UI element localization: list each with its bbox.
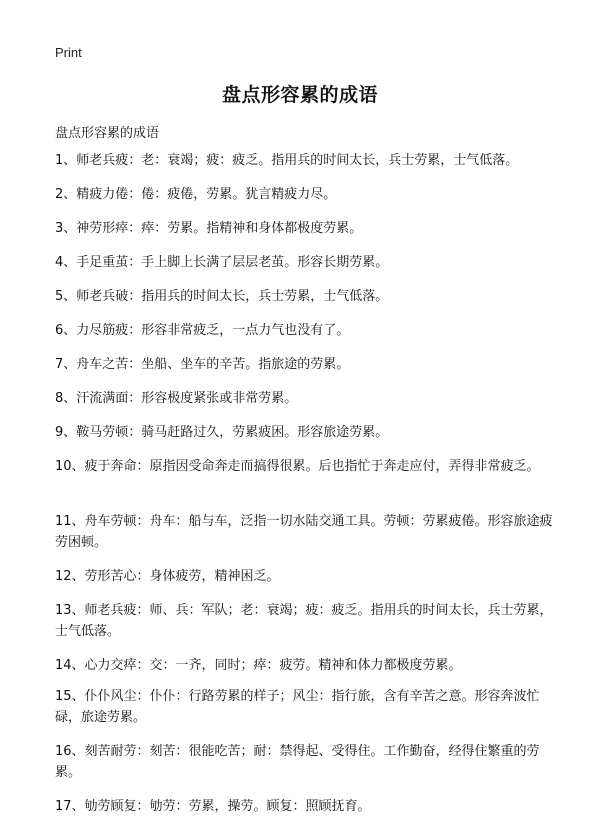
idiom-entry-2: 2、精疲力倦：倦：疲倦，劳累。犹言精疲力尽。 (55, 187, 337, 202)
document-subtitle: 盘点形容累的成语 (55, 126, 160, 141)
idiom-entry-16: 16、刻苦耐劳：刻苦：很能吃苦；耐：禁得起、受得住。工作勤奋，经得住繁重的劳累。 (55, 744, 540, 780)
idiom-entry-5: 5、师老兵破：指用兵的时间太长，兵士劳累，士气低落。 (55, 289, 389, 304)
idiom-entry-11: 11、舟车劳顿：舟车：船与车，泛指一切水陆交通工具。劳顿：劳累疲倦。形容旅途疲劳困顿。 (55, 514, 553, 550)
idiom-entry-8: 8、汗流满面：形容极度紧张或非常劳累。 (55, 391, 298, 406)
idiom-entry-7: 7、舟车之苦：坐船、坐车的辛苦。指旅途的劳累。 (55, 357, 350, 372)
idiom-entry-17: 17、劬劳顾复：劬劳：劳累，操劳。顾复：照顾抚育。 (55, 799, 371, 814)
idiom-entry-4: 4、手足重茧：手上脚上长满了层层老茧。形容长期劳累。 (55, 255, 389, 270)
idiom-entry-15: 15、仆仆风尘：仆仆：行路劳累的样子；风尘：指行旅，含有辛苦之意。形容奔波忙碌，旅途劳累。 (55, 689, 540, 725)
idiom-entry-14: 14、心力交瘁：交：一齐，同时；瘁：疲劳。精神和体力都极度劳累。 (55, 658, 462, 673)
idiom-entry-9: 9、鞍马劳顿：骑马赶路过久，劳累疲困。形容旅途劳累。 (55, 425, 389, 440)
idiom-entry-3: 3、神劳形瘁：瘁：劳累。指精神和身体都极度劳累。 (55, 221, 363, 236)
idiom-entry-10: 10、疲于奔命：原指因受命奔走而搞得很累。后也指忙于奔走应付，弄得非常疲乏。 (55, 459, 540, 474)
idiom-entry-6: 6、力尽筋疲：形容非常疲乏，一点力气也没有了。 (55, 323, 350, 338)
idiom-entry-1: 1、师老兵疲：老：衰竭；疲：疲乏。指用兵的时间太长，兵士劳累，士气低落。 (55, 153, 519, 168)
idiom-entry-13: 13、师老兵疲：师、兵：军队；老：衰竭；疲：疲乏。指用兵的时间太长，兵士劳累，士气低落。 (55, 603, 553, 639)
document-title: 盘点形容累的成语 (221, 84, 378, 106)
idiom-list (55, 150, 555, 830)
print-label: Print (55, 45, 82, 60)
idiom-entry-12: 12、劳形苦心：身体疲劳，精神困乏。 (55, 569, 280, 584)
